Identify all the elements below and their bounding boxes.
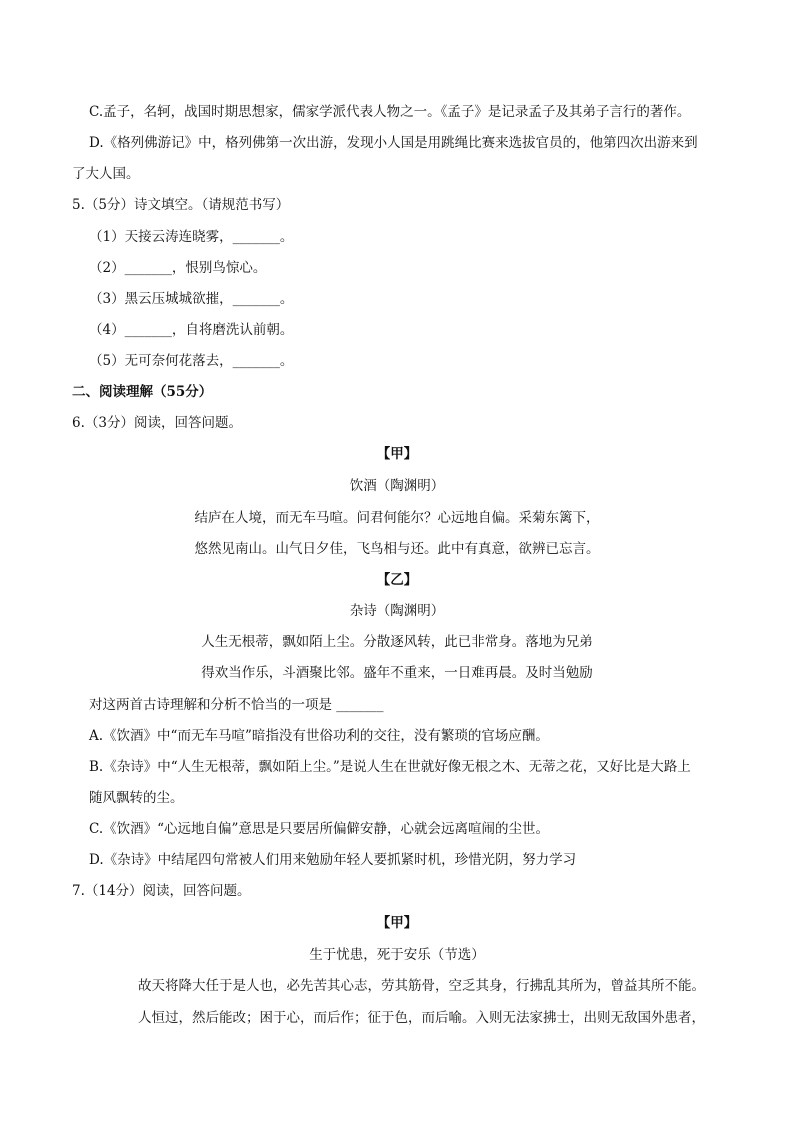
passage-line-1: 故天将降大任于是人也，必先苦其心志，劳其筋骨，空乏其身，行拂乱其所为，曾益其所不能。 bbox=[138, 978, 705, 994]
question-6-option-c: C.《饮酒》“心远地自偏”意思是只要居所偏僻安静，心就会远离喧闹的尘世。 bbox=[89, 821, 549, 837]
q4-option-d-line2: 了大人国。 bbox=[72, 166, 140, 182]
question-5-item-5: （5）无可奈何花落去，_______。 bbox=[89, 353, 294, 369]
question-5-item-4: （4）_______，自将磨洗认前朝。 bbox=[89, 322, 294, 338]
question-5-item-1: （1）天接云涛连晓雾，_______。 bbox=[89, 229, 294, 245]
poem-jia-line-2: 悠然见南山。山气日夕佳，飞鸟相与还。此中有真意，欲辨已忘言。 bbox=[194, 541, 600, 557]
poem-yi-title: 杂诗（陶渊明） bbox=[349, 603, 445, 619]
passage-jia-label: 【甲】 bbox=[376, 915, 418, 931]
question-6-option-b-line1: B.《杂诗》中“人生无根蒂，飘如陌上尘。”是说人生在世就好像无根之木、无蒂之花，又好比是大路上 bbox=[89, 759, 691, 775]
question-5-title: 5.（5分）诗文填空。（请规范书写） bbox=[72, 197, 290, 213]
poem-yi-line-1: 人生无根蒂，飘如陌上尘。分散逐风转，此已非常身。落地为兄弟 bbox=[201, 634, 593, 650]
question-6-option-a: A.《饮酒》中“而无车马喧”暗指没有世俗功利的交往，没有繁琐的官场应酬。 bbox=[89, 728, 549, 744]
question-7-title: 7.（14分）阅读，回答问题。 bbox=[72, 883, 251, 899]
q4-option-c: C.孟子，名轲，战国时期思想家，儒家学派代表人物之一。《孟子》是记录孟子及其弟子言行的著作。 bbox=[89, 104, 691, 120]
poem-yi-label: 【乙】 bbox=[376, 572, 418, 588]
q4-option-d-line1: D.《格列佛游记》中，格列佛第一次出游，发现小人国是用跳绳比赛来选拔官员的，他第四次出游来到 bbox=[89, 135, 698, 151]
question-5-item-3: （3）黑云压城城欲摧，_______。 bbox=[89, 291, 294, 307]
passage-title: 生于忧患，死于安乐（节选） bbox=[309, 947, 485, 963]
poem-jia-label: 【甲】 bbox=[376, 446, 418, 462]
poem-yi-line-2: 得欢当作乐，斗酒聚比邻。盛年不重来，一日难再晨。及时当勉励 bbox=[201, 665, 593, 681]
section-2-heading: 二、阅读理解（55分） bbox=[72, 384, 213, 400]
poem-jia-title: 饮酒（陶渊明） bbox=[349, 478, 445, 494]
question-6-option-d: D.《杂诗》中结尾四句常被人们用来勉励年轻人要抓紧时机，珍惜光阴，努力学习 bbox=[89, 852, 577, 868]
question-5-item-2: （2）_______，恨别鸟惊心。 bbox=[89, 260, 267, 276]
poem-jia-line-1: 结庐在人境，而无车马喧。问君何能尔？心远地自偏。采菊东篱下， bbox=[194, 510, 600, 526]
question-6-title: 6.（3分）阅读，回答问题。 bbox=[72, 415, 242, 431]
question-6-option-b-line2: 随风飘转的尘。 bbox=[89, 790, 184, 806]
question-6-stem: 对这两首古诗理解和分析不恰当的一项是 _______ bbox=[89, 697, 384, 713]
passage-line-2: 人恒过，然后能改；困于心，而后作；征于色，而后喻。入则无法家拂士，出则无敌国外患者， bbox=[138, 1010, 705, 1026]
